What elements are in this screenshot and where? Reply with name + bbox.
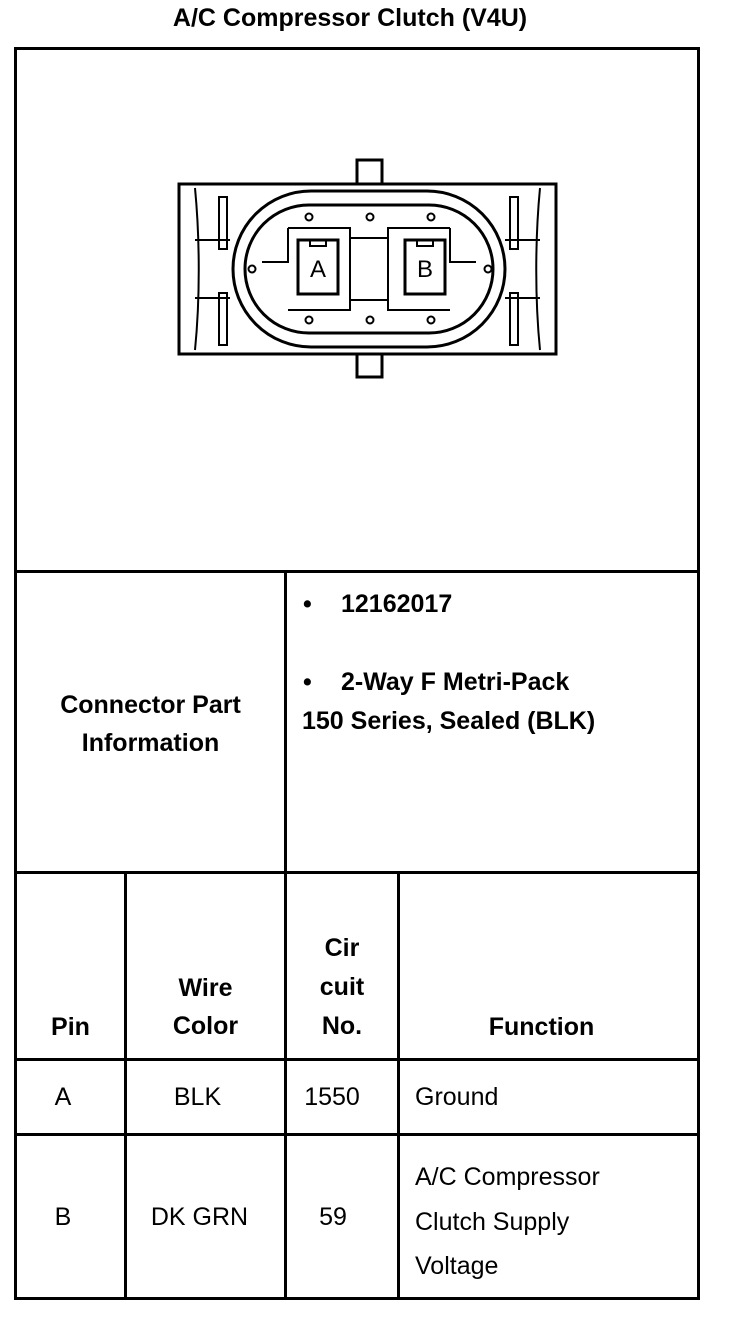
frame-bottom-line	[14, 1297, 700, 1300]
header-function-text: Function	[488, 1013, 595, 1041]
frame-divider-line	[14, 1058, 700, 1061]
bottom-latch-tab	[357, 352, 382, 377]
description-line1: 2-Way F Metri-Pack	[341, 668, 570, 696]
page-title: A/C Compressor Clutch (V4U)	[172, 4, 528, 32]
header-circuit-line1: Cir	[324, 934, 360, 962]
part-info-label-line1: Connector Part	[60, 691, 241, 719]
top-latch-tab	[357, 160, 382, 185]
frame-divider-line	[14, 570, 700, 573]
row-a-pin	[17, 1081, 109, 1113]
frame-divider-line	[14, 871, 700, 874]
description-line2: 150 Series, Sealed (BLK)	[302, 707, 596, 735]
table-cell: Clutch Supply	[415, 1207, 570, 1236]
header-wire-color	[127, 969, 284, 1045]
row-b-pin	[17, 1201, 109, 1233]
header-pin-text: Pin	[51, 1013, 90, 1041]
table-cell: A/C Compressor	[415, 1163, 600, 1191]
table-cell: 59	[319, 1203, 347, 1231]
description-item	[303, 668, 569, 697]
part-info-label-line2: Information	[81, 729, 220, 757]
part-info-label	[17, 686, 284, 762]
header-pin	[17, 1008, 124, 1046]
connector-body	[179, 184, 556, 354]
row-b-circuit	[287, 1201, 379, 1233]
row-b-function	[415, 1155, 695, 1289]
description-item-line2	[302, 707, 595, 736]
header-wire-line2: Color	[172, 1012, 239, 1040]
row-b-wire-color	[127, 1201, 272, 1233]
part-number-item	[303, 590, 452, 619]
header-circuit-number	[287, 929, 397, 1046]
table-cell: A	[54, 1083, 72, 1111]
row-a-circuit	[287, 1081, 377, 1113]
header-circuit-line2: cuit	[319, 973, 365, 1001]
header-function	[400, 1008, 683, 1046]
row-a-wire-color	[127, 1081, 268, 1113]
table-cell: Ground	[415, 1083, 499, 1111]
header-wire-line1: Wire	[178, 974, 233, 1002]
bullet: •	[303, 668, 312, 696]
row-a-function	[415, 1081, 695, 1113]
part-number: 12162017	[341, 590, 453, 618]
cavity-b-label: B	[416, 256, 434, 283]
header-circuit-line3: No.	[321, 1012, 363, 1040]
table-cell: Voltage	[415, 1252, 499, 1280]
table-cell: DK GRN	[150, 1203, 249, 1231]
table-cell: B	[54, 1203, 72, 1231]
frame-divider-line	[14, 1133, 700, 1136]
connector-face-diagram	[0, 0, 736, 570]
table-cell: 1550	[304, 1083, 360, 1111]
table-cell: BLK	[173, 1083, 222, 1111]
frame-column-line	[397, 871, 400, 1300]
bullet: •	[303, 590, 312, 618]
cavity-a-label: A	[309, 256, 327, 283]
